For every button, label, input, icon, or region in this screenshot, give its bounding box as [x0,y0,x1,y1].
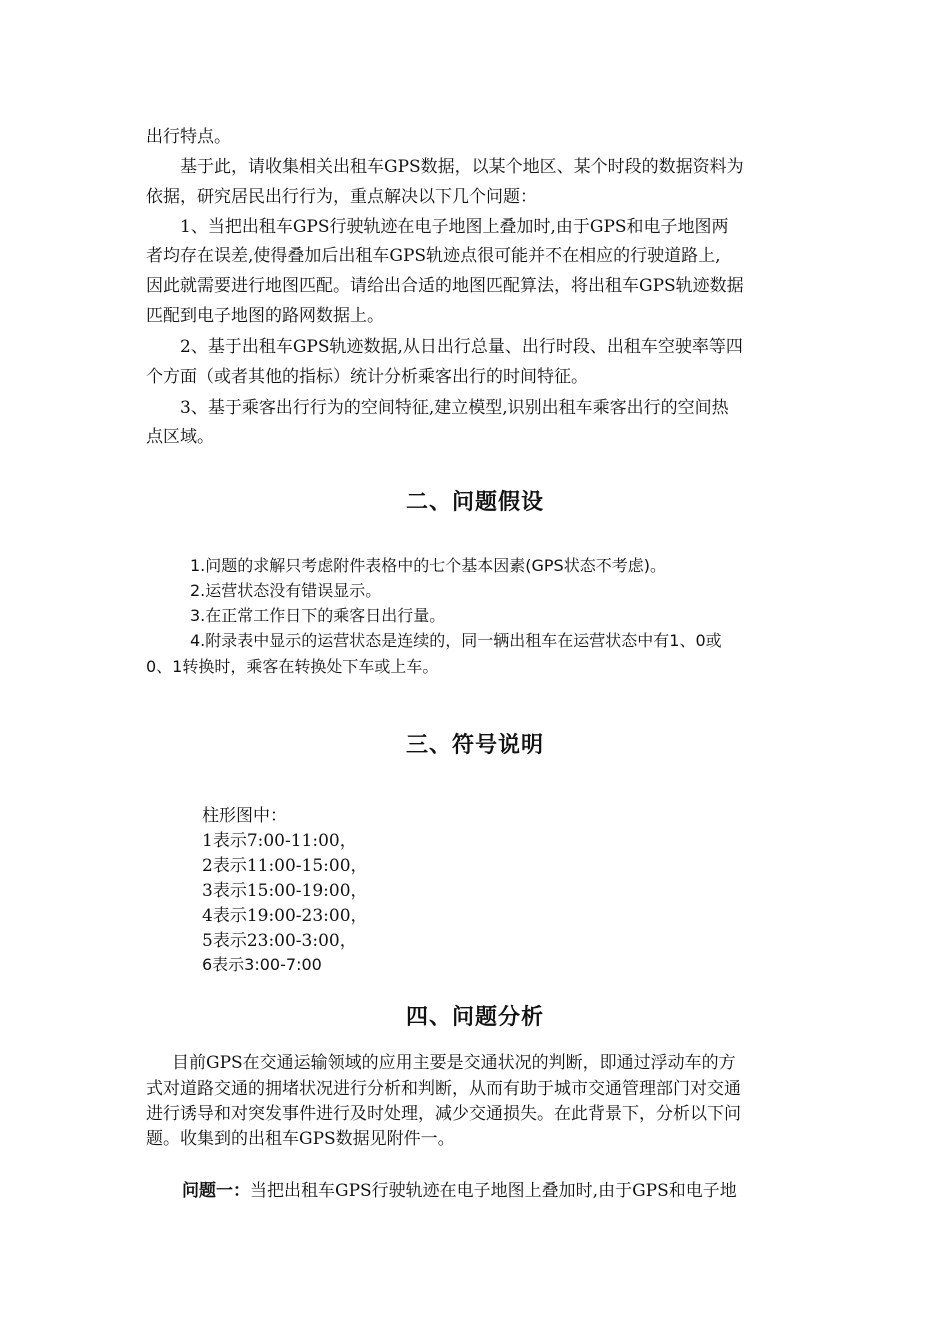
text-line: 2.运营状态没有错误显示。 [190,581,382,600]
text-line: 依据，研究居民出行行为，重点解决以下几个问题： [146,187,537,207]
text-line: 4.附录表中显示的运营状态是连续的，同一辆出租车在运营状态中有1、0或 [190,631,722,650]
text-line: 6表示3:00-7:00 [202,955,322,974]
section-title: 二、问题假设 [405,489,544,515]
text-line: 式对道路交通的拥堵状况进行分析和判断，从而有助于城市交通管理部门对交通 [146,1079,741,1099]
text-line: 柱形图中： [202,806,287,826]
text-line: 点区域。 [146,427,214,447]
text-line: 进行诱导和对突发事件进行及时处理，减少交通损失。在此背景下，分析以下问 [146,1104,741,1124]
text-line: 1、当把出租车GPS行驶轨迹在电子地图上叠加时,由于GPS和电子地图两 [180,217,729,237]
question-text: 当把出租车GPS行驶轨迹在电子地图上叠加时,由于GPS和电子地 [250,1181,737,1201]
section-title: 四、问题分析 [405,1004,544,1030]
question-label: 问题一： [182,1181,250,1201]
text-line: 3、基于乘客出行行为的空间特征,建立模型,识别出租车乘客出行的空间热 [180,398,729,418]
text-line: 5表示23:00-3:00， [202,931,357,951]
section-title: 三、符号说明 [405,732,544,758]
text-line: 3.在正常工作日下的乘客日出行量。 [190,606,446,625]
question-line [182,1178,737,1204]
text-line: 1表示7:00-11:00， [202,831,357,851]
text-line: 基于此，请收集相关出租车GPS数据，以某个地区、某个时段的数据资料为 [180,157,744,177]
text-line: 者均存在误差,使得叠加后出租车GPS轨迹点很可能并不在相应的行驶道路上, [146,246,721,266]
text-line: 1.问题的求解只考虑附件表格中的七个基本因素(GPS状态不考虑)。 [190,556,666,575]
text-line: 2表示11:00-15:00， [202,856,368,876]
text-line: 2、基于出租车GPS轨迹数据,从日出行总量、出行时段、出租车空驶率等四 [180,337,743,357]
text-line: 目前GPS在交通运输领域的应用主要是交通状况的判断，即通过浮动车的方 [172,1053,736,1073]
text-line: 题。收集到的出租车GPS数据见附件一。 [146,1129,455,1149]
text-line: 0、1转换时，乘客在转换处下车或上车。 [146,657,439,676]
text-line: 3表示15:00-19:00， [202,881,368,901]
text-line: 因此就需要进行地图匹配。请给出合适的地图匹配算法，将出租车GPS轨迹数据 [146,276,744,296]
text-line: 出行特点。 [146,127,231,147]
text-line: 个方面（或者其他的指标）统计分析乘客出行的时间特征。 [146,367,588,387]
text-line: 匹配到电子地图的路网数据上。 [146,306,384,326]
text-line: 4表示19:00-23:00， [202,906,368,926]
